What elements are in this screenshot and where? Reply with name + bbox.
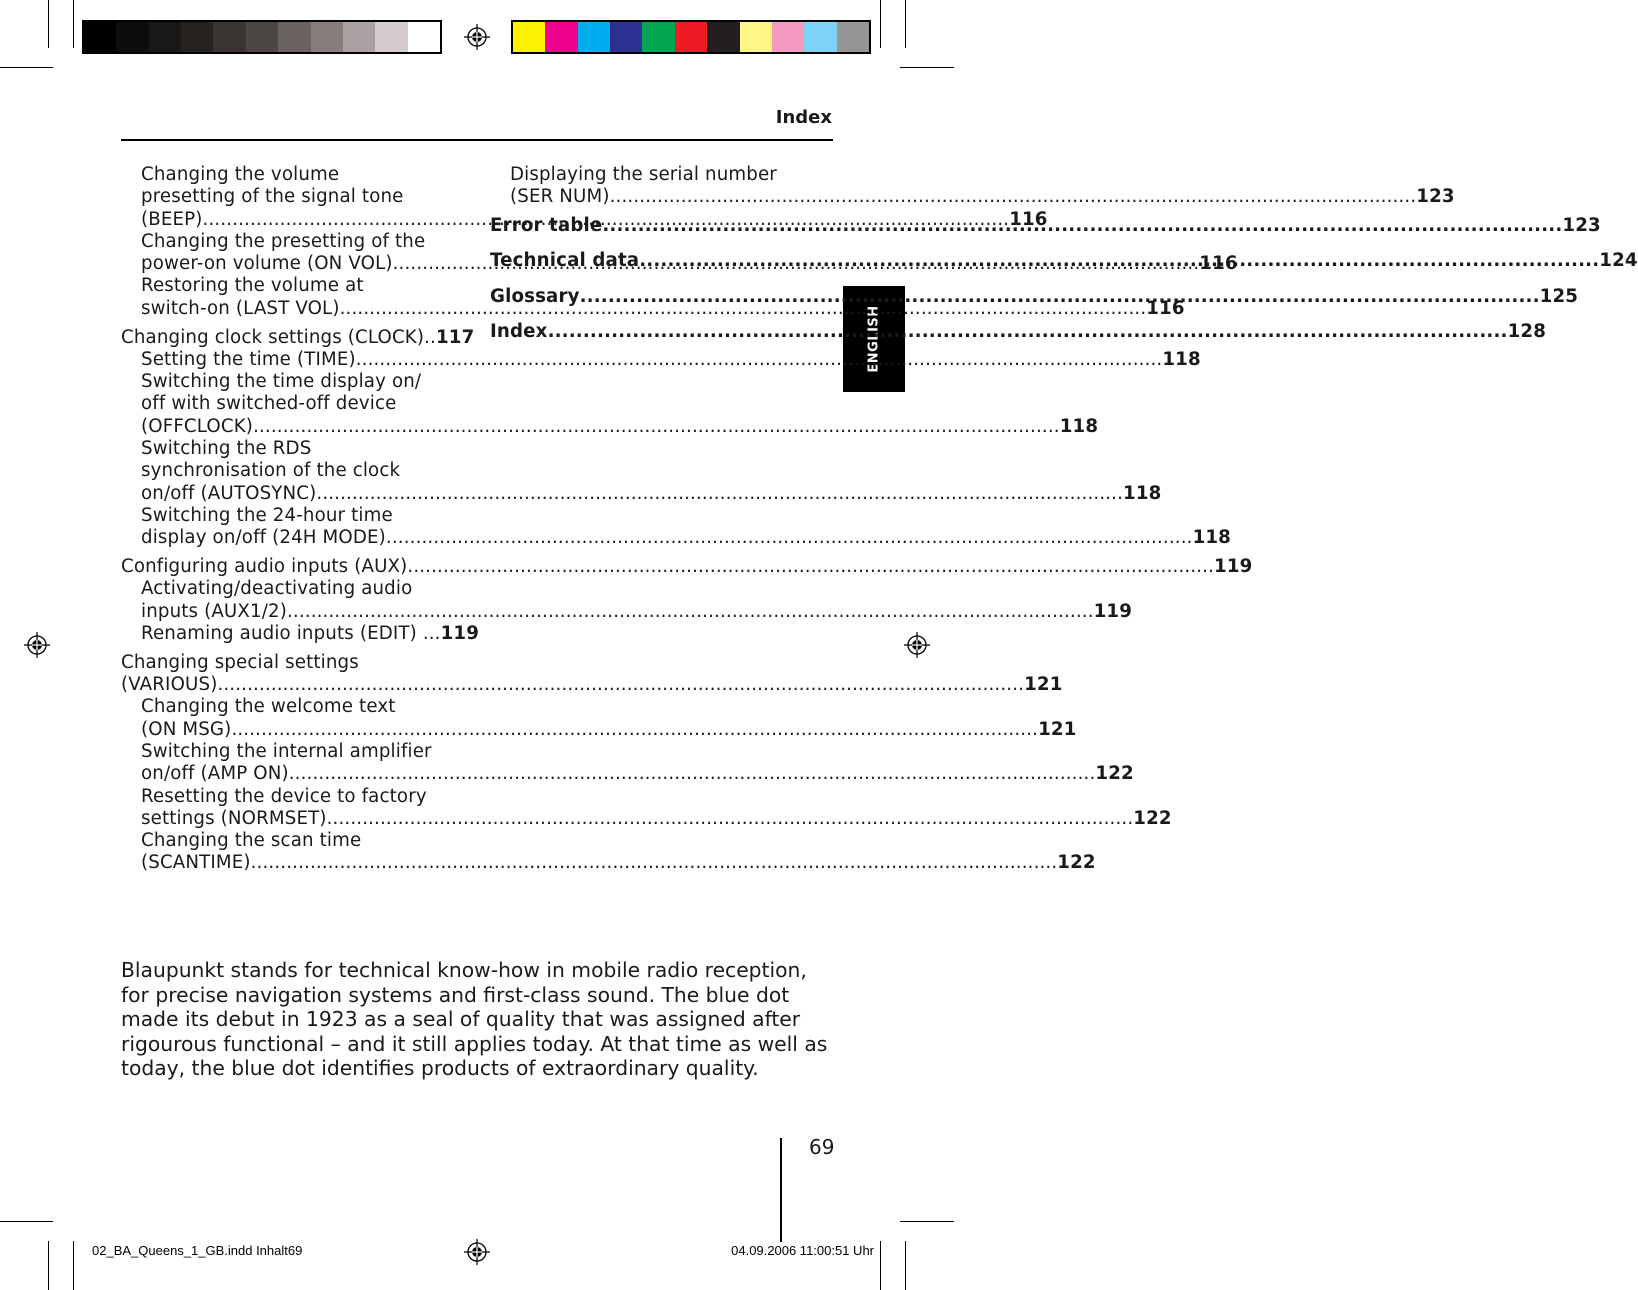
- color-swatch: [116, 22, 148, 52]
- index-entry-text: Switching the 24-hour time: [141, 504, 393, 526]
- index-page-number: 122: [1095, 763, 1134, 785]
- index-page-number: 116: [1146, 297, 1185, 319]
- index-entry-text: Displaying the serial number: [510, 164, 777, 185]
- color-swatch: [642, 22, 674, 52]
- color-swatch: [343, 22, 375, 52]
- index-page-number: 128: [1507, 321, 1547, 343]
- dot-leader: [548, 314, 1508, 350]
- index-entry-text: inputs (AUX1/2): [141, 600, 287, 622]
- index-entry-text: Changing the presetting of the: [141, 230, 426, 252]
- index-page-number: 122: [1133, 807, 1172, 829]
- brand-statement-paragraph: Blaupunkt stands for technical know-how in mobile radio reception, for precise navigation systems and first-class sound. The blue dot made its debut in 1923 as a seal of quality that was assigned after rigourous functional – and it still applies today. At that time as well as today, the blue dot identifies products of extraordinary quality.: [121, 958, 828, 1081]
- index-page-number: 122: [1057, 852, 1096, 874]
- dot-leader: [580, 279, 1540, 315]
- color-swatch: [804, 22, 836, 52]
- index-entry-text: settings (NORMSET): [141, 807, 327, 829]
- registration-mark-icon: [464, 24, 490, 50]
- color-swatch: [149, 22, 181, 52]
- index-entry-text: Changing special settings: [121, 651, 359, 673]
- dot-leader: [610, 186, 1417, 208]
- footer-timestamp: 04.09.2006 11:00:51 Uhr: [731, 1243, 874, 1258]
- registration-mark-icon: [24, 632, 50, 658]
- index-entry-text: on/off (AUTOSYNC): [141, 482, 317, 504]
- index-entry-text: (ON MSG): [141, 718, 232, 740]
- color-swatch: [278, 22, 310, 52]
- index-section-entry: [121, 326, 475, 349]
- index-entry-text: presetting of the signal tone: [141, 186, 404, 208]
- color-swatch: [84, 22, 116, 52]
- index-entry-text: Error table: [490, 214, 603, 236]
- index-entry-text: (BEEP): [141, 208, 203, 230]
- index-entry-text: (SER NUM): [510, 186, 610, 208]
- color-swatch: [545, 22, 577, 52]
- index-entry-text: (VARIOUS): [121, 674, 218, 696]
- color-swatch: [513, 22, 545, 52]
- index-sub-entry: [121, 785, 1172, 831]
- dot-leader: [251, 852, 1058, 874]
- index-entry-text: Changing the scan time: [141, 830, 362, 852]
- language-tab-label: ENGLISH: [866, 305, 882, 373]
- index-section-entry: [121, 556, 1253, 578]
- index-entry-text: off with switched-off device: [141, 393, 397, 415]
- index-entry-text: Switching the internal amplifier: [141, 740, 432, 762]
- index-page-number: 117: [435, 326, 475, 348]
- index-entry-text: display on/off (24H MODE): [141, 527, 386, 549]
- color-swatch: [246, 22, 278, 52]
- dot-leader: [253, 416, 1060, 438]
- index-page-number: 118: [1123, 482, 1162, 504]
- index-sub-entry: [121, 371, 1099, 438]
- dot-leader: [217, 674, 1024, 696]
- color-swatch: [375, 22, 407, 52]
- header-rule: [121, 139, 833, 141]
- color-swatch: [408, 22, 440, 52]
- index-entry-text: switch-on (LAST VOL): [141, 297, 340, 319]
- index-entry-text: Resetting the device to factory: [141, 785, 427, 807]
- index-page-number: 119: [440, 622, 480, 644]
- index-page-number: 116: [1009, 208, 1048, 230]
- index-sub-entry: [121, 348, 1201, 371]
- index-entry-text: Changing the welcome text: [141, 696, 396, 718]
- index-entry-text: Restoring the volume at: [141, 275, 364, 297]
- color-swatch: [213, 22, 245, 52]
- index-page-number: 118: [1162, 348, 1201, 370]
- index-entry-text: on/off (AMP ON): [141, 763, 289, 785]
- dot-leader: [287, 601, 1094, 623]
- index-sub-entry: [121, 740, 1134, 786]
- index-page-number: 119: [1093, 600, 1133, 622]
- index-entry-text: power-on volume (ON VOL): [141, 253, 393, 275]
- grayscale-calibration-bar: [82, 20, 442, 54]
- index-sub-entry: [121, 622, 480, 645]
- color-swatch: [311, 22, 343, 52]
- color-swatch: [675, 22, 707, 52]
- index-page-number: 123: [1416, 186, 1455, 208]
- index-sub-entry: [490, 164, 1455, 209]
- index-page-number: 118: [1192, 527, 1231, 549]
- registration-mark-icon: [904, 632, 930, 658]
- index-page-number: 121: [1024, 674, 1063, 696]
- running-head-title: Index: [775, 107, 832, 128]
- dot-leader: [386, 527, 1193, 549]
- index-sub-entry: [121, 578, 1133, 623]
- index-entry-text: Changing the volume: [141, 164, 340, 185]
- index-entry-text: synchronisation of the clock: [141, 460, 401, 482]
- index-page-number: 123: [1562, 214, 1601, 236]
- dot-leader: [356, 349, 1163, 371]
- dot-leader: [407, 556, 1214, 578]
- index-sub-entry: [121, 438, 1162, 505]
- dot-leader: [289, 763, 1096, 785]
- index-entry-text: (SCANTIME): [141, 852, 251, 874]
- footer-file-slug: 02_BA_Queens_1_GB.indd Inhalt69: [92, 1243, 303, 1258]
- index-entry-text: Activating/deactivating audio: [141, 578, 413, 600]
- index-sub-entry: [121, 696, 1077, 741]
- dot-leader: [316, 483, 1123, 505]
- index-entry-text: Changing clock settings (CLOCK)..: [121, 326, 436, 348]
- index-page-number: 118: [1059, 415, 1099, 437]
- index-entry-text: Configuring audio inputs (AUX): [121, 556, 408, 578]
- color-swatch: [740, 22, 772, 52]
- index-entry-text: Technical data: [490, 250, 640, 272]
- index-entry-text: Switching the RDS: [141, 438, 312, 460]
- color-swatch: [772, 22, 804, 52]
- page-number: 69: [809, 1135, 835, 1159]
- index-entry-text: Switching the time display on/: [141, 371, 422, 393]
- color-swatch: [837, 22, 869, 52]
- index-entry-text: Setting the time (TIME): [141, 348, 356, 370]
- color-swatch: [707, 22, 739, 52]
- index-page-number: 121: [1038, 718, 1077, 740]
- color-calibration-bar: [511, 20, 871, 54]
- index-entry-text: Index: [490, 321, 548, 343]
- dot-leader: [231, 719, 1038, 741]
- page-number-rule: [780, 1138, 782, 1242]
- registration-mark-icon: [464, 1239, 490, 1265]
- color-swatch: [578, 22, 610, 52]
- index-page-number: 124: [1599, 250, 1638, 272]
- index-sub-entry: [121, 504, 1231, 550]
- index-page-number: 116: [1199, 253, 1238, 275]
- dot-leader: [639, 243, 1599, 279]
- index-page-number: 119: [1214, 556, 1253, 578]
- index-section-entry: [121, 651, 1063, 697]
- dot-leader: [602, 208, 1562, 244]
- index-entry-text: Glossary: [490, 285, 580, 307]
- index-entry-text: Renaming audio inputs (EDIT) ...: [141, 622, 441, 644]
- color-swatch: [610, 22, 642, 52]
- index-page-number: 125: [1539, 285, 1579, 307]
- color-swatch: [181, 22, 213, 52]
- dot-leader: [327, 808, 1134, 830]
- index-entry-text: (OFFCLOCK): [141, 415, 254, 437]
- index-sub-entry: [121, 830, 1096, 875]
